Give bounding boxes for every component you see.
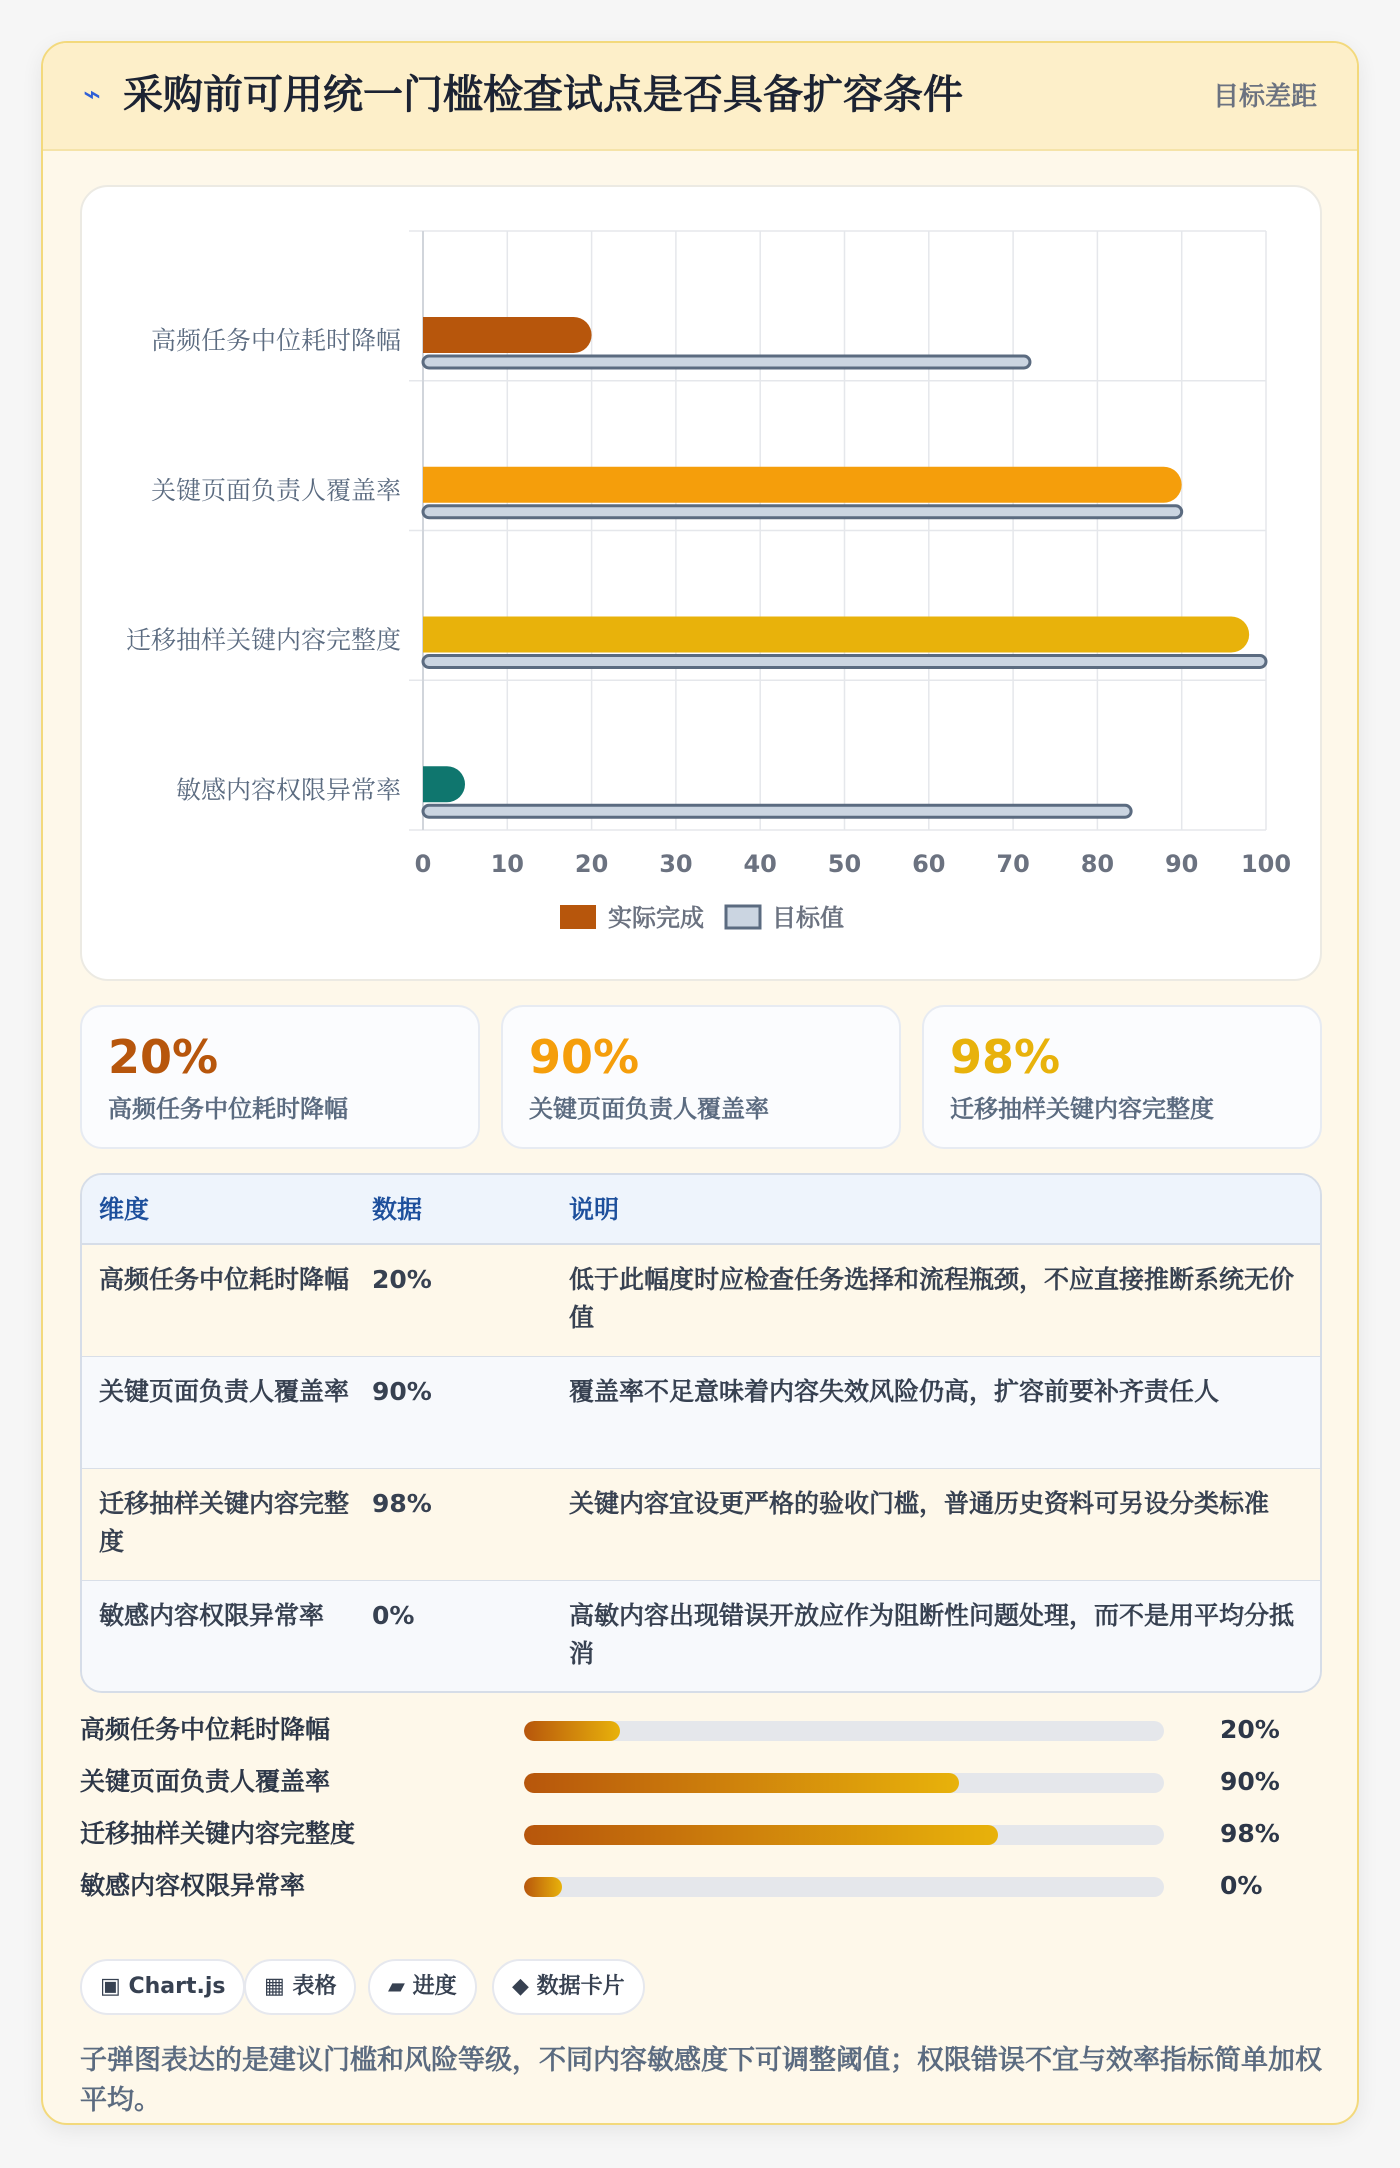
column-header-description: 说明 (569, 1195, 620, 1224)
cell-description: 关键内容宜设更严格的验收门槛，普通历史资料可另设分类标准 (569, 1489, 1270, 1518)
bullet-chart-panel (80, 185, 1322, 981)
target-bar (423, 506, 1182, 518)
progress-value: 0% (1220, 1871, 1263, 1900)
category-label: 敏感内容权限异常率 (175, 775, 401, 805)
tag-label: 数据卡片 (536, 1974, 625, 1999)
actual-bar (423, 317, 592, 353)
progress-fill (524, 1773, 959, 1793)
target-bar (423, 656, 1266, 668)
progress-value: 20% (1220, 1715, 1280, 1744)
legend-swatch-target (726, 906, 760, 928)
x-tick-label: 70 (996, 850, 1030, 878)
progress-fill (524, 1877, 562, 1897)
tag-table[interactable] (244, 1959, 356, 2015)
x-tick-label: 90 (1164, 850, 1199, 878)
progress-icon: ▰ (388, 1974, 405, 1999)
table-row (82, 1357, 1320, 1469)
tag-progress[interactable] (368, 1959, 477, 2015)
progress-track (524, 1825, 1164, 1845)
x-tick-label: 20 (574, 850, 609, 878)
bullet-chart (82, 187, 1324, 983)
category-label: 关键页面负责人覆盖率 (150, 475, 401, 505)
progress-label: 迁移抽样关键内容完整度 (80, 1819, 356, 1848)
tag-label: 进度 (412, 1974, 457, 1999)
lightning-icon: ⌁ (83, 77, 102, 112)
progress-track (524, 1877, 1164, 1897)
tag-label: 表格 (292, 1974, 337, 1999)
progress-value: 98% (1220, 1819, 1280, 1848)
chart-icon: ▣ (100, 1974, 121, 1999)
column-header-data: 数据 (372, 1195, 423, 1224)
x-tick-label: 10 (490, 850, 525, 878)
table-row (82, 1469, 1320, 1581)
cell-data: 0% (372, 1601, 415, 1630)
progress-fill (524, 1721, 620, 1741)
grid-icon: ▦ (264, 1974, 285, 1999)
progress-row (80, 1815, 1322, 1855)
x-tick-label: 40 (743, 850, 777, 878)
diamond-icon: ◆ (512, 1974, 529, 1999)
cell-dimension: 关键页面负责人覆盖率 (99, 1377, 350, 1406)
actual-bar (423, 766, 465, 802)
column-header-dimension: 维度 (99, 1195, 150, 1224)
progress-value: 90% (1220, 1767, 1280, 1796)
data-table (80, 1173, 1322, 1693)
cell-dimension: 迁移抽样关键内容完整度 (99, 1489, 350, 1556)
x-tick-label: 80 (1080, 850, 1115, 878)
cell-description: 覆盖率不足意味着内容失效风险仍高，扩容前要补齐责任人 (569, 1377, 1220, 1406)
progress-row (80, 1711, 1322, 1751)
table-row (82, 1245, 1320, 1357)
progress-label: 关键页面负责人覆盖率 (80, 1767, 331, 1796)
footnote: 子弹图表达的是建议门槛和风险等级，不同内容敏感度下可调整阈值；权限错误不宜与效率指标简单加权平均。 (80, 2045, 1322, 2116)
page-title: 采购前可用统一门槛检查试点是否具备扩容条件 (123, 72, 963, 118)
tag-chartjs[interactable] (80, 1959, 245, 2015)
x-tick-label: 30 (659, 850, 693, 878)
progress-fill (524, 1825, 998, 1845)
actual-bar (423, 467, 1182, 503)
target-bar (423, 805, 1131, 817)
stat-value: 90% (529, 1030, 640, 1084)
stat-label: 关键页面负责人覆盖率 (529, 1095, 769, 1123)
x-tick-label: 50 (827, 850, 862, 878)
stat-value: 98% (950, 1030, 1061, 1084)
category-label: 高频任务中位耗时降幅 (150, 326, 401, 355)
legend-label: 实际完成 (608, 904, 704, 932)
card-header (43, 43, 1357, 151)
stat-card (80, 1005, 480, 1149)
cell-dimension: 高频任务中位耗时降幅 (99, 1265, 350, 1294)
legend-label: 目标值 (772, 904, 844, 932)
stat-label: 高频任务中位耗时降幅 (108, 1095, 348, 1123)
target-bar (423, 356, 1030, 368)
table-header (82, 1175, 1320, 1245)
actual-bar (423, 617, 1249, 653)
category-label: 迁移抽样关键内容完整度 (125, 625, 401, 655)
stat-label: 迁移抽样关键内容完整度 (950, 1095, 1214, 1123)
tag-data-card[interactable] (492, 1959, 645, 2015)
cell-description: 低于此幅度时应检查任务选择和流程瓶颈，不应直接推断系统无价值 (569, 1265, 1295, 1332)
x-tick-label: 100 (1240, 850, 1292, 878)
progress-label: 敏感内容权限异常率 (80, 1871, 306, 1900)
cell-data: 98% (372, 1489, 432, 1518)
stat-card (922, 1005, 1322, 1149)
stat-card (501, 1005, 901, 1149)
x-tick-label: 60 (912, 850, 946, 878)
progress-track (524, 1721, 1164, 1741)
progress-label: 高频任务中位耗时降幅 (80, 1715, 331, 1744)
table-row (82, 1581, 1320, 1693)
legend-swatch-actual (560, 905, 596, 929)
progress-row (80, 1763, 1322, 1803)
cell-data: 20% (372, 1265, 432, 1294)
cell-data: 90% (372, 1377, 432, 1406)
cell-dimension: 敏感内容权限异常率 (99, 1601, 325, 1630)
tag-label: Chart.js (128, 1974, 226, 1999)
dashboard-card (41, 41, 1359, 2125)
stat-value: 20% (108, 1030, 219, 1084)
progress-track (524, 1773, 1164, 1793)
progress-row (80, 1867, 1322, 1907)
x-tick-label: 0 (414, 850, 432, 878)
header-caption: 目标差距 (1212, 82, 1317, 112)
cell-description: 高敏内容出现错误开放应作为阻断性问题处理，而不是用平均分抵消 (569, 1601, 1295, 1668)
